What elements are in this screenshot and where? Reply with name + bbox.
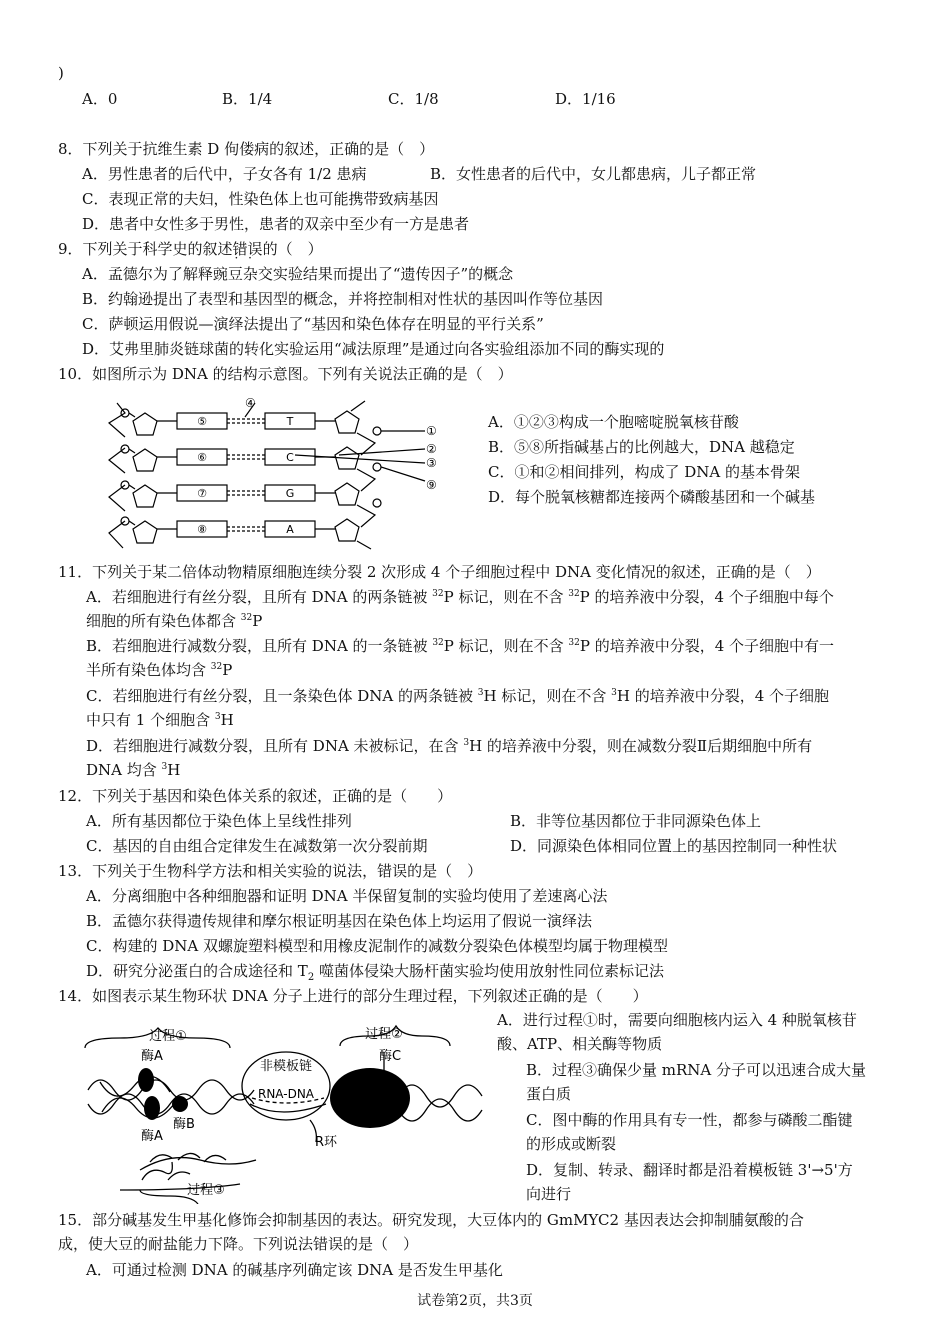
q14-option-a-line1: A．进行过程①时，需要向细胞核内运入 4 种脱氧核苷 <box>497 1011 857 1029</box>
label-rna-dna: RNA-DNA <box>257 1087 315 1101</box>
right-sugar-1 <box>335 411 359 433</box>
label-process-3: 过程③ <box>187 1183 225 1198</box>
q9-option-d: D．艾弗里肺炎链球菌的转化实验运用“减法原理”是通过向各实验组添加不同的酶实现的 <box>82 340 665 358</box>
circular-dna-process-figure <box>80 1012 492 1204</box>
q9-option-b: B．约翰逊提出了表型和基因型的概念，并将控制相对性状的基因叫作等位基因 <box>82 290 604 308</box>
q13-option-b: B．孟德尔获得遗传规律和摩尔根证明基因在染色体上均运用了假说一演绎法 <box>86 912 593 930</box>
left-sugar-3 <box>133 485 157 507</box>
right-phosphate-2 <box>373 463 381 471</box>
q14-option-a-line2: 酸、ATP、相关酶等物质 <box>497 1035 663 1053</box>
label-nontemplate-strand: 非模板链 <box>259 1059 313 1074</box>
q10-option-b: B．⑤⑧所指碱基占的比例越大，DNA 越稳定 <box>488 438 795 456</box>
q13-option-c: C．构建的 DNA 双螺旋塑料模型和用橡皮泥制作的减数分裂染色体模型均属于物理模型 <box>86 937 669 955</box>
label-enzyme-a-top: 酶A <box>141 1049 163 1064</box>
q10-stem: 10．如图所示为 DNA 的结构示意图。下列有关说法正确的是（ ） <box>58 365 513 383</box>
q11-stem: 11．下列关于某二倍体动物精原细胞连续分裂 2 次形成 4 个子细胞过程中 DNA 变化情况的叙述，正确的是（ ） <box>58 563 821 581</box>
base-C: C <box>286 451 294 464</box>
q8-stem: 8．下列关于抗维生素 D 佝偻病的叙述，正确的是（ ） <box>58 140 435 158</box>
right-sugar-3 <box>335 483 359 505</box>
q13-option-a: A．分离细胞中各种细胞器和证明 DNA 半保留复制的实验均使用了差速离心法 <box>86 887 608 905</box>
mark-4: ④ <box>245 396 256 410</box>
label-process-2: 过程② <box>365 1027 403 1042</box>
q14-stem: 14．如图表示某生物环状 DNA 分子上进行的部分生理过程，下列叙述正确的是（ ） <box>58 987 648 1005</box>
q8-option-a: A．男性患者的后代中，子女各有 1/2 患病 <box>82 165 367 183</box>
q9-stem-pre: 9．下列关于科学史的叙述 <box>58 240 233 258</box>
q10-option-a: A．①②③构成一个胞嘧啶脱氧核苷酸 <box>488 413 739 431</box>
left-sugar-4 <box>133 521 157 543</box>
q11-option-b-line2: 半所有染色体均含 $^{32}$P <box>86 661 233 679</box>
q14-option-d-line1: D．复制、转录、翻译时都是沿着模板链 3'→5'方 <box>526 1161 853 1179</box>
right-phosphate-3 <box>373 499 381 507</box>
right-phosphate-1 <box>373 427 381 435</box>
left-phosphate-2 <box>121 445 129 453</box>
q9-stem <box>58 240 323 258</box>
q14-option-c-line1: C．图中酶的作用具有专一性，都参与磷酸二酯键 <box>526 1111 853 1129</box>
q11-option-d-line1: D．若细胞进行减数分裂，且所有 DNA 未被标记，在含 $^3$H 的培养液中分裂，则在减数分裂Ⅱ后期细胞中所有 <box>86 737 813 755</box>
mark-9: ⑨ <box>426 478 437 492</box>
q11-option-a-line1: A．若细胞进行有丝分裂，且所有 DNA 的两条链被 $^{32}$P 标记，则在不含 $^{32}$P 的培养液中分裂，4 个子细胞中每个 <box>86 588 834 606</box>
q10-option-d: D．每个脱氧核糖都连接两个磷酸基团和一个碱基 <box>488 488 816 506</box>
base-T: T <box>286 415 294 428</box>
left-sugar-1 <box>133 413 157 435</box>
label-enzyme-b: 酶B <box>173 1117 195 1132</box>
q12-option-b: B．非等位基因都位于非同源染色体上 <box>510 812 762 830</box>
q11-option-c-line1: C．若细胞进行有丝分裂，且一条染色体 DNA 的两条链被 $^3$H 标记，则在不含 $^3$H 的培养液中分裂，4 个子细胞 <box>86 687 830 705</box>
q7-option-b: B．1/4 <box>222 90 273 108</box>
q14-option-d-line2: 向进行 <box>526 1185 572 1203</box>
q14-option-b-line2: 蛋白质 <box>526 1085 572 1103</box>
mark-1: ① <box>426 424 437 438</box>
base-G: G <box>285 487 295 500</box>
enzyme-c <box>330 1068 410 1128</box>
label-enzyme-a-bottom: 酶A <box>141 1129 163 1144</box>
q15-option-a: A．可通过检测 DNA 的碱基序列确定该 DNA 是否发生甲基化 <box>86 1261 503 1279</box>
q14-option-c-line2: 的形成或断裂 <box>526 1135 617 1153</box>
q13-option-d: D．研究分泌蛋白的合成途径和 $T_2$ 噬菌体侵染大肠杆菌实验均使用放射性同位素标记法 <box>86 962 664 983</box>
q11-option-c-line2: 中只有 1 个细胞含 $^3$H <box>86 711 234 729</box>
label-enzyme-c: 酶C <box>378 1049 402 1064</box>
base-6: ⑥ <box>197 451 207 464</box>
enzyme-a-bottom <box>144 1096 160 1120</box>
q12-option-a: A．所有基因都位于染色体上呈线性排列 <box>86 812 352 830</box>
q9-option-a: A．孟德尔为了解释豌豆杂交实验结果而提出了“遗传因子”的概念 <box>82 265 514 283</box>
q7-option-d: D．1/16 <box>555 90 616 108</box>
enzyme-a-top <box>138 1068 154 1092</box>
q7-stem-tail: ) <box>58 64 64 82</box>
label-r-loop: R环 <box>314 1135 338 1150</box>
q9-option-c: C．萨顿运用假说—演绎法提出了“基因和染色体存在明显的平行关系” <box>82 315 544 333</box>
q8-option-c: C．表现正常的夫妇，性染色体上也可能携带致病基因 <box>82 190 439 208</box>
q8-option-d: D．患者中女性多于男性，患者的双亲中至少有一方是患者 <box>82 215 470 233</box>
enzyme-b <box>172 1096 188 1112</box>
q12-option-c: C．基因的自由组合定律发生在减数第一次分裂前期 <box>86 837 428 855</box>
base-A: A <box>286 523 294 536</box>
left-sugar-2 <box>133 449 157 471</box>
page-footer: 试卷第2页，共3页 <box>417 1293 533 1309</box>
q15-stem-line1: 15．部分碱基发生甲基化修饰会抑制基因的表达。研究发现，大豆体内的 GmMYC2 基因表达会抑制脯氨酸的合 <box>58 1211 804 1229</box>
q11-option-a-line2: 细胞的所有染色体都含 $^{32}$P <box>86 612 263 630</box>
label-process-1: 过程① <box>149 1029 187 1044</box>
q12-stem: 12．下列关于基因和染色体关系的叙述，正确的是（ ） <box>58 787 453 805</box>
q7-option-a: A．0 <box>82 90 118 108</box>
base-8: ⑧ <box>197 523 207 536</box>
q13-stem: 13．下列关于生物科学方法和相关实验的说法，错误的是（ ） <box>58 862 483 880</box>
q15-stem-line2: 成，使大豆的耐盐能力下降。下列说法错误的是（ ） <box>58 1235 419 1253</box>
q11-option-b-line1: B．若细胞进行减数分裂，且所有 DNA 的一条链被 $^{32}$P 标记，则在不含 $^{32}$P 的培养液中分裂，4 个子细胞中有一 <box>86 637 835 655</box>
dna-structure-figure <box>95 393 455 555</box>
mark-2: ② <box>426 442 437 456</box>
q8-option-b: B．女性患者的后代中，女儿都患病，儿子都正常 <box>430 165 757 183</box>
base-7: ⑦ <box>197 487 207 500</box>
q10-option-c: C．①和②相间排列，构成了 DNA 的基本骨架 <box>488 463 800 481</box>
q12-option-d: D．同源染色体相同位置上的基因控制同一种性状 <box>510 837 838 855</box>
base-5: ⑤ <box>197 415 207 428</box>
right-sugar-4 <box>335 519 359 541</box>
q11-option-d-line2: DNA 均含 $^3$H <box>86 761 181 779</box>
q9-stem-post: 的（ ） <box>262 240 323 258</box>
q7-option-c: C．1/8 <box>388 90 439 108</box>
q14-option-b-line1: B．过程③确保少量 mRNA 分子可以迅速合成大量 <box>526 1061 867 1079</box>
q9-stem-emphasis: 错误 · · <box>233 240 263 258</box>
mark-3: ③ <box>426 456 437 470</box>
